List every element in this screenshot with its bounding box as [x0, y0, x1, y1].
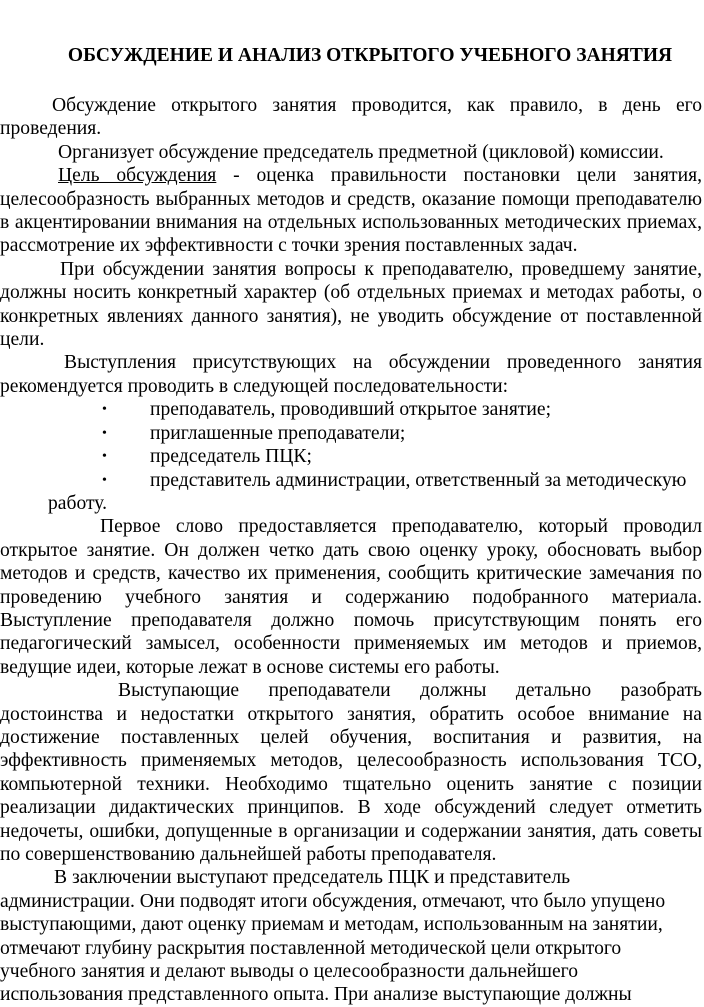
- list-item: • преподаватель, проводивший открытое занятие;: [102, 399, 552, 421]
- list-item: • приглашенные преподаватели;: [102, 422, 406, 444]
- paragraph-1: Обсуждение открытого занятия проводится, как правило, в день его проведения.: [0, 95, 702, 140]
- paragraph-5: Выступления присутствующих на обсуждении проведенного занятия рекомендуется проводить в следующей последовательности:: [0, 352, 702, 397]
- paragraph-7: Выступающие преподаватели должны детально разобрать достоинства и недостатки открытого занятия, обратить особое внимание на достижение поставленных целей обучения, воспитания и развития, на эффективность применяемых методов, целесообразность использования ТСО, компьютерной техники. Необходимо тщательно оценить занятие с позиции реализации дидактических принципов. В ходе обсуждений следует отметить недочеты, ошибки, допущенные в организации и содержании занятия, дать советы по совершенствованию дальнейшей работы преподавателя.: [0, 680, 702, 865]
- bullet-icon: •: [102, 472, 107, 488]
- paragraph-8-line: учебного занятия и делают выводы о целесообразности дальнейшего: [0, 961, 578, 983]
- paragraph-8-line: В заключении выступают председатель ПЦК и представитель: [54, 867, 571, 889]
- paragraph-8: [0, 866, 702, 1006]
- bullet-icon: •: [102, 449, 107, 465]
- speaker-order-list: [0, 398, 702, 515]
- paragraph-8-line: использования представленного опыта. При анализе выступающие должны: [0, 984, 632, 1006]
- bullet-icon: •: [102, 425, 107, 441]
- paragraph-8-line: отмечают глубину раскрытия поставленной методической цели открытого: [0, 937, 622, 959]
- paragraph-3: [0, 164, 702, 258]
- bullet-icon: •: [102, 402, 107, 418]
- paragraph-6: Первое слово предоставляется преподавателю, который проводил открытое занятие. Он должен четко дать свою оценку уроку, обосновать выбор методов и средств, качество их применения, сообщить критические замечания по проведению учебного занятия и содержанию подобранного материала. Выступление преподавателя должно помочь присутствующим понять его педагогический замысел, особенности применяемых им методов и приемов, ведущие идеи, которые лежат в основе системы его работы.: [0, 516, 702, 678]
- paragraph-2: Организует обсуждение председатель предметной (цикловой) комиссии.: [58, 141, 664, 163]
- document-title: ОБСУЖДЕНИЕ И АНАЛИЗ ОТКРЫТОГО УЧЕБНОГО ЗАНЯТИЯ: [67, 45, 673, 66]
- list-item: • представитель администрации, ответственный за методическую работу.: [0, 469, 702, 516]
- list-item: • председатель ПЦК;: [102, 446, 312, 468]
- goal-label: Цель обсуждения: [58, 165, 217, 187]
- goal-text: - оценка правильности постановки цели занятия, целесообразность выбранных методов и средств, оказание помощи преподавателю в акцентировании внимания на отдельных использованных методических приемах, рассмотрение их эффективности с точки зрения поставленных задач.: [0, 165, 703, 257]
- paragraph-8-line: выступающими, дают оценку приемам и методам, использованным на занятии,: [0, 914, 663, 936]
- paragraph-4: При обсуждении занятия вопросы к преподавателю, проведшему занятие, должны носить конкретный характер (об отдельных приемах и методах работы, о конкретных явлениях данного занятия), не уводить обсуждение от поставленной цели.: [0, 258, 702, 351]
- list-item-wrap: работу.: [48, 492, 108, 514]
- paragraph-8-line: администрации. Они подводят итоги обсуждения, отмечают, что было упущено: [0, 890, 666, 912]
